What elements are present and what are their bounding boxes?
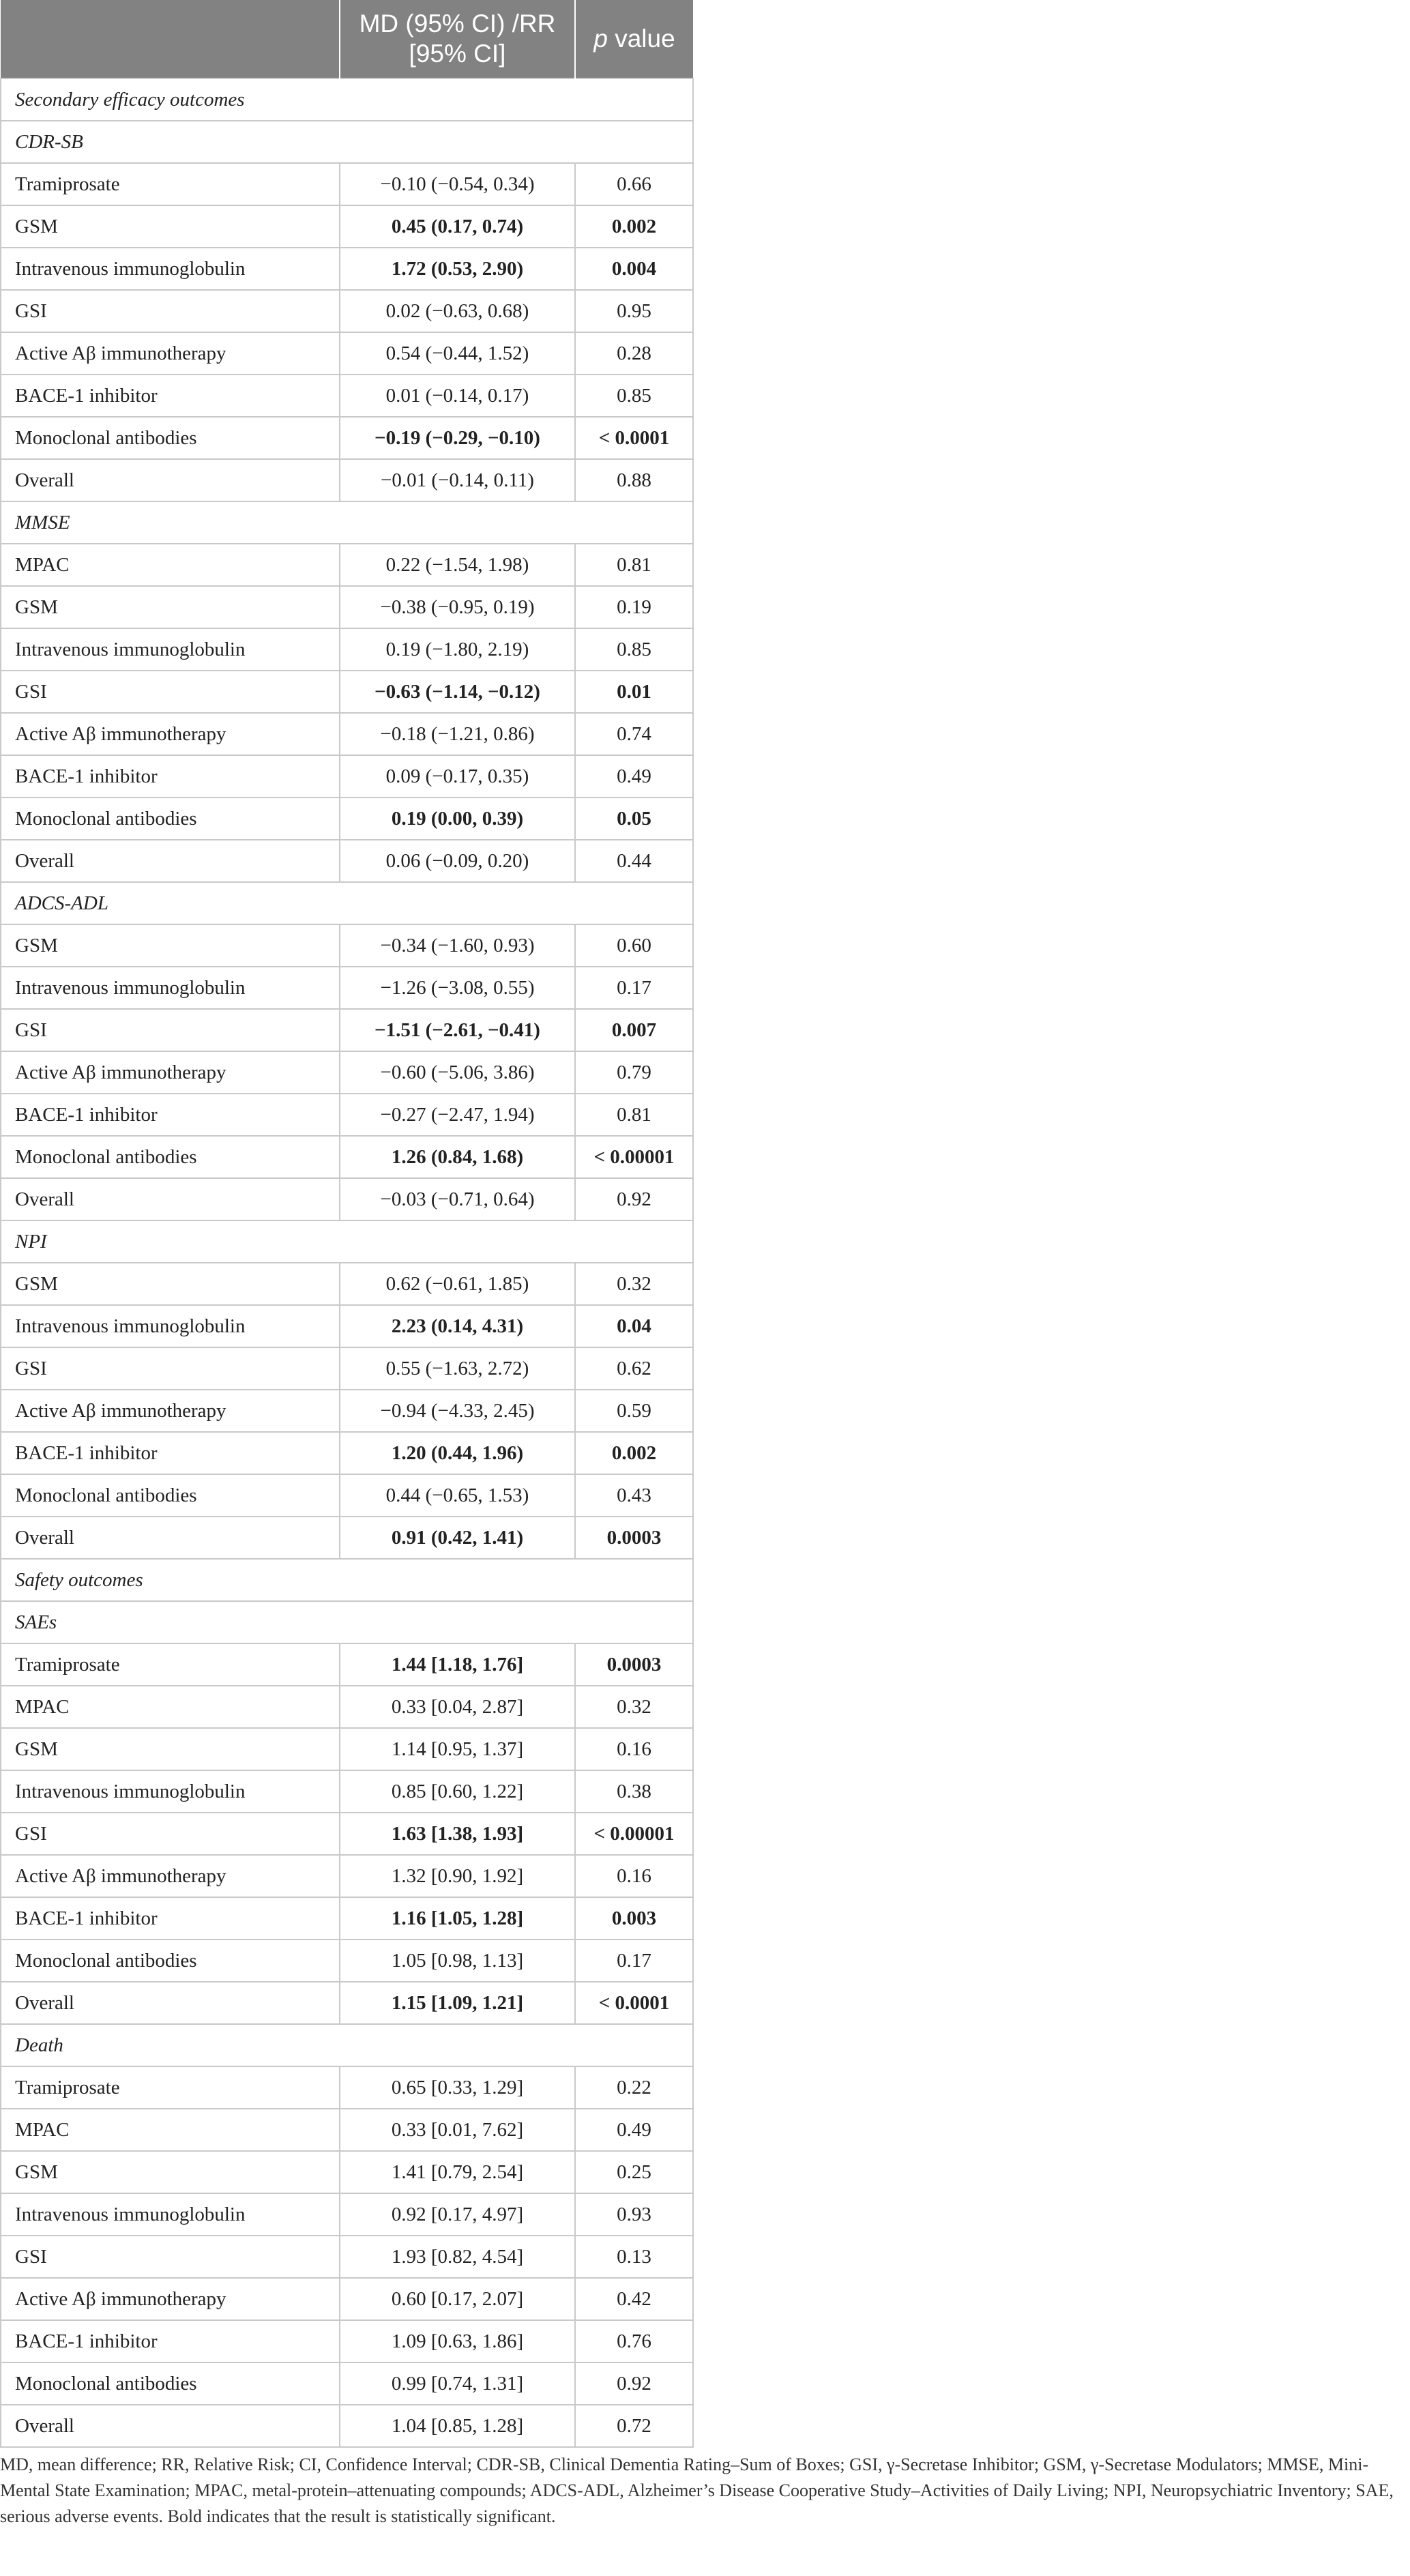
table-row (1, 1940, 693, 1982)
row-p-value: 0.0003 (575, 1517, 693, 1559)
row-label: Overall (1, 2405, 340, 2447)
table-row (1, 1897, 693, 1940)
row-effect: 0.91 (0.42, 1.41) (340, 1517, 575, 1559)
table-row (1, 755, 693, 797)
row-p-value: < 0.0001 (575, 1982, 693, 2024)
row-p-value: 0.43 (575, 1474, 693, 1517)
row-label: GSM (1, 586, 340, 628)
header-p-value-cell (575, 0, 693, 78)
row-effect: −0.27 (−2.47, 1.94) (340, 1094, 575, 1136)
row-label: GSI (1, 1813, 340, 1855)
section-row (1, 501, 693, 544)
row-label: BACE-1 inhibitor (1, 1094, 340, 1136)
row-label: GSI (1, 290, 340, 332)
row-p-value: 0.003 (575, 1897, 693, 1940)
row-p-value: 0.22 (575, 2066, 693, 2109)
row-p-value: 0.95 (575, 290, 693, 332)
row-label: Monoclonal antibodies (1, 1474, 340, 1517)
row-label: Overall (1, 840, 340, 882)
table-row (1, 1982, 693, 2024)
row-p-value: 0.13 (575, 2236, 693, 2278)
table-row (1, 1305, 693, 1347)
row-effect: 1.63 [1.38, 1.93] (340, 1813, 575, 1855)
table-row (1, 1347, 693, 1390)
row-effect: 1.09 [0.63, 1.86] (340, 2320, 575, 2362)
row-label: Active Aβ immunotherapy (1, 1051, 340, 1094)
table-row (1, 290, 693, 332)
table-row (1, 1517, 693, 1559)
row-effect: −0.18 (−1.21, 0.86) (340, 713, 575, 755)
section-row (1, 1559, 693, 1601)
row-label: GSM (1, 1728, 340, 1770)
row-effect: 0.45 (0.17, 0.74) (340, 205, 575, 248)
table-row (1, 1770, 693, 1813)
row-label: Active Aβ immunotherapy (1, 713, 340, 755)
row-effect: −0.03 (−0.71, 0.64) (340, 1178, 575, 1220)
row-label: Overall (1, 1517, 340, 1559)
table-row (1, 2236, 693, 2278)
row-p-value: 0.85 (575, 628, 693, 671)
table-header (1, 0, 693, 78)
section-label: SAEs (1, 1601, 693, 1643)
table-row (1, 1728, 693, 1770)
header-row (1, 0, 693, 78)
row-p-value: < 0.0001 (575, 417, 693, 459)
header-effect-cell (340, 0, 575, 78)
table-row (1, 840, 693, 882)
row-effect: 1.15 [1.09, 1.21] (340, 1982, 575, 2024)
row-effect: 0.09 (−0.17, 0.35) (340, 755, 575, 797)
section-label: NPI (1, 1220, 693, 1263)
row-p-value: 0.28 (575, 332, 693, 375)
table-row (1, 332, 693, 375)
row-label: Monoclonal antibodies (1, 1940, 340, 1982)
table-row (1, 2405, 693, 2447)
row-effect: 1.16 [1.05, 1.28] (340, 1897, 575, 1940)
row-p-value: 0.76 (575, 2320, 693, 2362)
row-p-value: 0.60 (575, 924, 693, 967)
row-effect: −1.26 (−3.08, 0.55) (340, 967, 575, 1009)
row-effect: 1.04 [0.85, 1.28] (340, 2405, 575, 2447)
header-effect-line1: MD (95% CI) /RR (359, 10, 556, 38)
row-label: Active Aβ immunotherapy (1, 1855, 340, 1897)
table-row (1, 1263, 693, 1305)
table-row (1, 797, 693, 840)
table-row (1, 967, 693, 1009)
section-label: Secondary efficacy outcomes (1, 78, 693, 121)
row-p-value: 0.81 (575, 1094, 693, 1136)
row-effect: 0.44 (−0.65, 1.53) (340, 1474, 575, 1517)
table-row (1, 713, 693, 755)
results-table-container (0, 0, 694, 2448)
header-p-rest: value (607, 25, 675, 53)
row-p-value: 0.49 (575, 755, 693, 797)
row-label: MPAC (1, 1686, 340, 1728)
row-effect: 0.85 [0.60, 1.22] (340, 1770, 575, 1813)
row-label: MPAC (1, 544, 340, 586)
table-row (1, 163, 693, 205)
row-p-value: 0.38 (575, 1770, 693, 1813)
row-p-value: 0.88 (575, 459, 693, 501)
row-effect: 0.55 (−1.63, 2.72) (340, 1347, 575, 1390)
row-effect: 0.02 (−0.63, 0.68) (340, 290, 575, 332)
table-row (1, 1051, 693, 1094)
row-label: Monoclonal antibodies (1, 417, 340, 459)
row-effect: 0.33 [0.01, 7.62] (340, 2109, 575, 2151)
row-label: Intravenous immunoglobulin (1, 1770, 340, 1813)
row-effect: 2.23 (0.14, 4.31) (340, 1305, 575, 1347)
row-label: GSM (1, 2151, 340, 2193)
row-p-value: 0.25 (575, 2151, 693, 2193)
row-p-value: 0.92 (575, 1178, 693, 1220)
row-label: MPAC (1, 2109, 340, 2151)
row-p-value: 0.32 (575, 1686, 693, 1728)
row-effect: 0.65 [0.33, 1.29] (340, 2066, 575, 2109)
section-label: Death (1, 2024, 693, 2066)
row-effect: 0.06 (−0.09, 0.20) (340, 840, 575, 882)
row-label: BACE-1 inhibitor (1, 1897, 340, 1940)
section-row (1, 78, 693, 121)
table-row (1, 2109, 693, 2151)
row-label: Tramiprosate (1, 1643, 340, 1686)
row-effect: 1.32 [0.90, 1.92] (340, 1855, 575, 1897)
header-p-italic: p (593, 25, 608, 53)
row-effect: −1.51 (−2.61, −0.41) (340, 1009, 575, 1051)
row-p-value: 0.62 (575, 1347, 693, 1390)
row-label: BACE-1 inhibitor (1, 375, 340, 417)
row-label: Monoclonal antibodies (1, 2362, 340, 2405)
row-effect: 1.44 [1.18, 1.76] (340, 1643, 575, 1686)
table-row (1, 1009, 693, 1051)
table-row (1, 924, 693, 967)
section-label: CDR-SB (1, 121, 693, 163)
row-label: GSI (1, 671, 340, 713)
row-label: Intravenous immunoglobulin (1, 628, 340, 671)
row-label: Tramiprosate (1, 163, 340, 205)
row-label: Overall (1, 1178, 340, 1220)
table-row (1, 1136, 693, 1178)
row-p-value: 0.0003 (575, 1643, 693, 1686)
row-label: GSI (1, 1009, 340, 1051)
table-row (1, 544, 693, 586)
row-p-value: 0.44 (575, 840, 693, 882)
row-label: GSM (1, 924, 340, 967)
header-effect-line2: [95% CI] (409, 40, 506, 68)
section-label: MMSE (1, 501, 693, 544)
row-effect: 1.14 [0.95, 1.37] (340, 1728, 575, 1770)
table-row (1, 586, 693, 628)
table-row (1, 1432, 693, 1474)
table-row (1, 205, 693, 248)
table-row (1, 1855, 693, 1897)
row-effect: 0.33 [0.04, 2.87] (340, 1686, 575, 1728)
row-effect: 1.41 [0.79, 2.54] (340, 2151, 575, 2193)
row-p-value: 0.01 (575, 671, 693, 713)
row-label: Overall (1, 1982, 340, 2024)
table-row (1, 1643, 693, 1686)
table-row (1, 1813, 693, 1855)
row-effect: 0.54 (−0.44, 1.52) (340, 332, 575, 375)
row-p-value: 0.19 (575, 586, 693, 628)
row-label: GSM (1, 1263, 340, 1305)
row-label: BACE-1 inhibitor (1, 1432, 340, 1474)
section-row (1, 882, 693, 924)
table-row (1, 2193, 693, 2236)
row-effect: −0.19 (−0.29, −0.10) (340, 417, 575, 459)
row-p-value: 0.81 (575, 544, 693, 586)
table-row (1, 2066, 693, 2109)
row-label: Active Aβ immunotherapy (1, 332, 340, 375)
row-label: Intravenous immunoglobulin (1, 1305, 340, 1347)
row-p-value: 0.49 (575, 2109, 693, 2151)
table-row (1, 1178, 693, 1220)
row-p-value: 0.007 (575, 1009, 693, 1051)
row-p-value: 0.16 (575, 1855, 693, 1897)
section-row (1, 1601, 693, 1643)
row-effect: 0.60 [0.17, 2.07] (340, 2278, 575, 2320)
table-row (1, 459, 693, 501)
row-p-value: < 0.00001 (575, 1136, 693, 1178)
section-row (1, 2024, 693, 2066)
table-row (1, 1686, 693, 1728)
table-row (1, 1474, 693, 1517)
row-effect: 0.62 (−0.61, 1.85) (340, 1263, 575, 1305)
row-p-value: 0.17 (575, 967, 693, 1009)
table-row (1, 628, 693, 671)
row-label: Overall (1, 459, 340, 501)
header-label-cell (1, 0, 340, 78)
row-p-value: 0.002 (575, 1432, 693, 1474)
row-p-value: 0.05 (575, 797, 693, 840)
table-row (1, 375, 693, 417)
section-row (1, 1220, 693, 1263)
row-p-value: 0.32 (575, 1263, 693, 1305)
row-effect: −0.34 (−1.60, 0.93) (340, 924, 575, 967)
row-effect: 1.20 (0.44, 1.96) (340, 1432, 575, 1474)
row-effect: 0.01 (−0.14, 0.17) (340, 375, 575, 417)
row-label: Active Aβ immunotherapy (1, 1390, 340, 1432)
table-row (1, 2151, 693, 2193)
row-effect: 0.19 (0.00, 0.39) (340, 797, 575, 840)
row-effect: −0.94 (−4.33, 2.45) (340, 1390, 575, 1432)
row-effect: 0.92 [0.17, 4.97] (340, 2193, 575, 2236)
row-effect: −0.01 (−0.14, 0.11) (340, 459, 575, 501)
row-label: Monoclonal antibodies (1, 1136, 340, 1178)
row-label: Intravenous immunoglobulin (1, 967, 340, 1009)
table-row (1, 2320, 693, 2362)
row-label: Tramiprosate (1, 2066, 340, 2109)
row-p-value: 0.004 (575, 248, 693, 290)
section-row (1, 121, 693, 163)
row-effect: −0.10 (−0.54, 0.34) (340, 163, 575, 205)
section-label: Safety outcomes (1, 1559, 693, 1601)
row-label: Active Aβ immunotherapy (1, 2278, 340, 2320)
row-effect: 0.99 [0.74, 1.31] (340, 2362, 575, 2405)
row-effect: −0.63 (−1.14, −0.12) (340, 671, 575, 713)
row-label: Intravenous immunoglobulin (1, 248, 340, 290)
row-p-value: < 0.00001 (575, 1813, 693, 1855)
row-p-value: 0.93 (575, 2193, 693, 2236)
row-effect: 0.19 (−1.80, 2.19) (340, 628, 575, 671)
row-p-value: 0.74 (575, 713, 693, 755)
results-table (0, 0, 694, 2448)
row-p-value: 0.66 (575, 163, 693, 205)
table-row (1, 671, 693, 713)
row-p-value: 0.17 (575, 1940, 693, 1982)
table-row (1, 417, 693, 459)
row-p-value: 0.79 (575, 1051, 693, 1094)
row-p-value: 0.92 (575, 2362, 693, 2405)
table-row (1, 1094, 693, 1136)
table-row (1, 2362, 693, 2405)
row-p-value: 0.85 (575, 375, 693, 417)
row-p-value: 0.72 (575, 2405, 693, 2447)
row-effect: 1.93 [0.82, 4.54] (340, 2236, 575, 2278)
row-p-value: 0.002 (575, 205, 693, 248)
row-p-value: 0.42 (575, 2278, 693, 2320)
table-row (1, 248, 693, 290)
row-effect: 1.05 [0.98, 1.13] (340, 1940, 575, 1982)
row-effect: 1.26 (0.84, 1.68) (340, 1136, 575, 1178)
row-label: BACE-1 inhibitor (1, 755, 340, 797)
row-label: GSI (1, 1347, 340, 1390)
table-body (1, 78, 693, 2447)
row-p-value: 0.04 (575, 1305, 693, 1347)
row-effect: −0.60 (−5.06, 3.86) (340, 1051, 575, 1094)
row-effect: 0.22 (−1.54, 1.98) (340, 544, 575, 586)
row-label: GSI (1, 2236, 340, 2278)
table-footnote: MD, mean difference; RR, Relative Risk; CI, Confidence Interval; CDR-SB, Clinical Dementia Rating–Sum of Boxes; GSI, γ-Secretase Inhibitor; GSM, γ-Secretase Modulators; MMSE, Mini-Mental State Examination; MPAC, metal-protein–attenuating compounds; ADCS-ADL, Alzheimer’s Disease Cooperative Study–Activities of Daily Living; NPI, Neuropsychiatric Inventory; SAE, serious adverse events. Bold indicates that the result is statistically significant. (0, 2455, 1394, 2526)
row-effect: −0.38 (−0.95, 0.19) (340, 586, 575, 628)
row-p-value: 0.16 (575, 1728, 693, 1770)
row-label: GSM (1, 205, 340, 248)
table-row (1, 2278, 693, 2320)
row-p-value: 0.59 (575, 1390, 693, 1432)
table-row (1, 1390, 693, 1432)
row-label: BACE-1 inhibitor (1, 2320, 340, 2362)
row-label: Monoclonal antibodies (1, 797, 340, 840)
section-label: ADCS-ADL (1, 882, 693, 924)
row-effect: 1.72 (0.53, 2.90) (340, 248, 575, 290)
row-label: Intravenous immunoglobulin (1, 2193, 340, 2236)
